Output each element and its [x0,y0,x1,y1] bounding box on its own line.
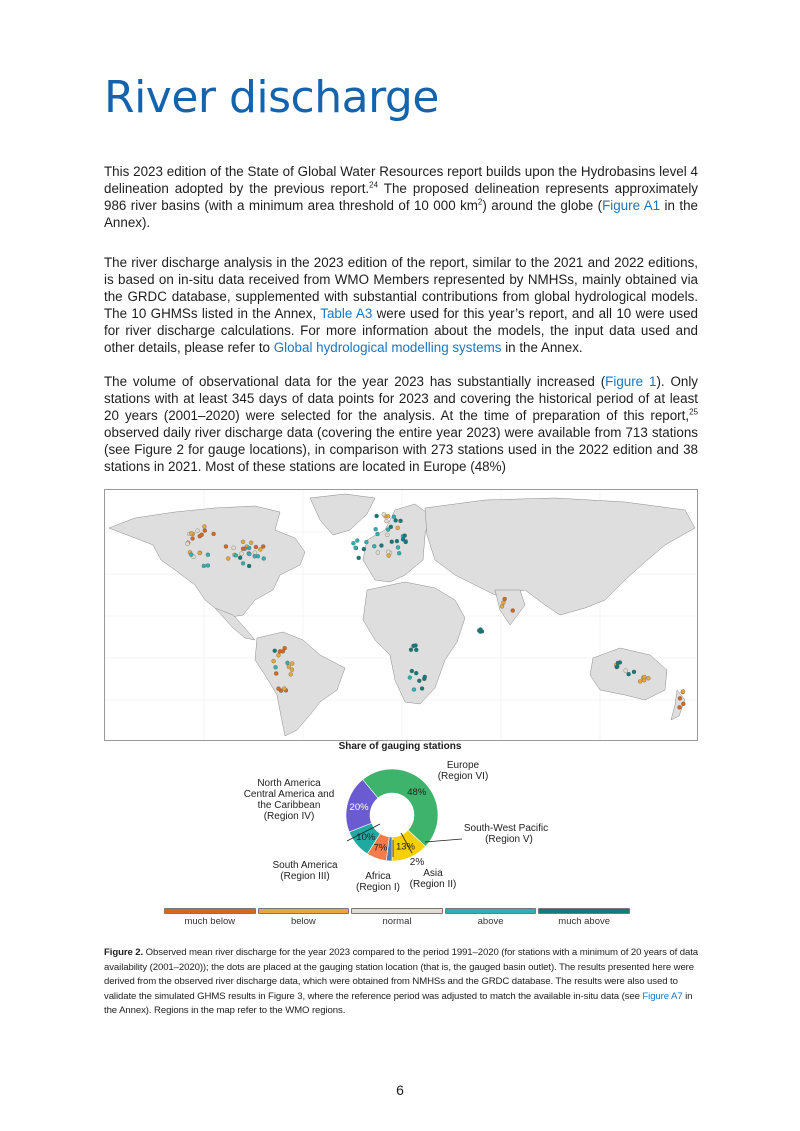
station-dot [206,563,210,567]
legend-swatch [445,908,537,914]
station-dot [290,668,294,672]
station-dot [200,533,204,537]
station-dot [256,554,260,558]
world-map [104,489,698,741]
station-dot [355,539,359,543]
legend-item-above: above [445,908,537,927]
station-dot [247,546,251,550]
superscript: 2 [477,197,483,207]
station-dot [616,661,620,665]
station-dot [376,551,380,555]
station-dot [410,669,414,673]
station-dot [423,675,427,679]
station-dot [241,540,245,544]
station-dot [624,669,628,673]
station-dot [500,604,504,608]
link-global-hydrological-modelling[interactable]: Global hydrological modelling systems [273,340,502,355]
station-dot [189,553,193,557]
text: ) around the globe ( [482,198,603,213]
station-dot [241,547,245,551]
donut-slice-label: 48% [407,787,427,799]
station-dot [408,676,412,680]
label-asia-share: 2% [409,857,425,868]
paragraph-intro [104,163,698,231]
station-dot [254,545,258,549]
label-south-west-pacific: South-West Pacific (Region V) [463,823,549,845]
text: This 2023 edition of the State of Global Water Resources report builds upon the Hydrobasins level 4 delineation adopted by the previous report. [104,164,698,196]
station-dot [638,679,642,683]
station-dot [681,689,685,693]
station-dot [261,544,265,548]
link-figure-1[interactable]: Figure 1 [605,374,657,389]
legend-swatch [258,908,350,914]
station-dot [262,557,266,561]
station-dot [678,705,682,709]
text: The volume of observational data for the year 2023 has substantially increased ( [104,374,606,389]
station-dot [397,551,401,555]
label-south-america: South America (Region III) [272,860,338,882]
station-dot [401,537,405,541]
station-dot [678,696,682,700]
donut-slice-label: 20% [349,802,369,814]
text: The proposed delineation represents approximately 986 river basins (with a minimum area threshold of 10 000 km [104,181,698,213]
world-map-graphic [105,490,698,741]
station-dot [354,546,358,550]
station-dot [382,512,386,516]
station-dot [290,661,294,665]
station-dot [392,515,396,519]
station-dot [403,534,407,538]
text: ). Only stations with at least 345 days of data points for 2023 and covering the historical period of at least 20 years (2001–2020) were selected for the analysis. At the time of preparation of this report, [104,374,698,423]
station-dot [274,671,278,675]
station-dot [379,544,383,548]
text: in the Annex). Regions in the map refer to the WMO regions. [104,990,693,1017]
station-dot [202,564,206,568]
station-dot [412,688,416,692]
legend-item-below: below [258,908,350,927]
donut-slice-label: 7% [373,842,388,854]
station-dot [238,556,242,560]
station-dot [385,533,389,537]
station-dot [239,552,243,556]
station-dot [357,556,361,560]
discharge-legend [164,908,630,927]
station-dot [351,541,355,545]
station-dot [375,532,379,536]
station-dot [283,646,287,650]
station-dot [386,514,390,518]
station-dot [414,643,418,647]
station-dot [282,687,286,691]
text: The river discharge analysis in the 2023 edition of the report, similar to the 2021 and 2022 editions, is based on in-situ data received from WMO Members represented by NMHSs, mainly obtained via the GRDC database, supplemented with substantial contributions from global hydrological models. The 10 GHMSs listed in the Annex, [104,255,698,321]
station-dot [395,539,399,543]
label-europe: Europe (Region VI) [437,760,489,782]
footnote-ref[interactable]: 25 [689,407,698,417]
text: Observed mean river discharge for the year 2023 compared to the period 1991–2020 (for stations with a minimum of 20 years of data availability (2001–2020)); the dots are placed at the gauging station location (that is, the gauged basin outlet). The results presented here were derived from the observed river discharge data, which were obtained from NMHSs and the GRDC database. The results were also used to validate the simulated GHMS results in Figure 3, where the reference period was adjusted to match the available in-situ data (see [104,947,699,1002]
station-dot [364,540,368,544]
station-dot [414,648,418,652]
greenland [310,494,375,535]
text: observed daily river discharge data (covering the entire year 2023) were available from 713 stations (see Figure 2 for gauge locations), in comparison with 273 stations used in the 2022 edition and 38 stations in 2021. Most of these stations are located in Europe (48%) [104,425,698,474]
station-dot [386,550,390,554]
station-dot [274,665,278,669]
station-dot [191,536,195,540]
station-dot [399,519,403,523]
station-dot [198,551,202,555]
station-dot [389,525,393,529]
station-dot [272,659,276,663]
south-america [255,632,345,736]
station-dot [632,670,636,674]
station-dot [374,527,378,531]
station-dot [394,518,398,522]
figure-caption [104,946,704,1019]
station-dot [396,545,400,549]
station-dot [273,649,277,653]
station-dot [212,532,216,536]
donut-title: Share of gauging stations [338,741,462,752]
station-dot [276,687,280,691]
text: in the Annex. [501,340,583,355]
africa [363,582,465,704]
station-dot [501,601,505,605]
station-dot [247,552,251,556]
link-figure-a1[interactable]: Figure A1 [602,198,661,213]
north-america [109,506,305,618]
legend-item-normal: normal [351,908,443,927]
station-dot [414,671,418,675]
station-dot [642,675,646,679]
page-number: 6 [396,1082,404,1098]
label-north-america: North America Central America and the Caribbean (Region IV) [243,778,335,822]
station-dot [196,529,200,533]
legend-swatch [538,908,630,914]
station-dot [185,542,189,546]
station-dot [503,597,507,601]
station-dot [202,525,206,529]
station-dot [372,544,376,548]
station-dot [285,661,289,665]
legend-item-much-below: much below [164,908,256,927]
donut-slice-label: 10% [356,832,376,844]
page-title: River discharge [104,72,439,123]
station-dot [224,544,228,548]
station-dot [375,514,379,518]
station-dot [384,519,388,523]
station-dot [189,531,193,535]
station-dot [206,553,210,557]
caption-label: Figure 2. [104,947,144,958]
station-dot [249,541,253,545]
station-dot [226,557,230,561]
station-dot [681,702,685,706]
indian-subcontinent [495,590,525,625]
asia [425,498,695,615]
station-dot [511,609,515,613]
station-dot [627,672,631,676]
station-dot [396,526,400,530]
legend-swatch [164,908,256,914]
paragraph-volume [104,373,698,475]
station-dot [232,546,236,550]
footnote-ref[interactable]: 24 [369,180,379,190]
station-dot [409,648,413,652]
station-dot [646,676,650,680]
station-dot [390,540,394,544]
donut-slice-label: 13% [395,841,416,853]
legend-swatch [351,908,443,914]
link-figure-a7[interactable]: Figure A7 [642,990,683,1002]
station-dot [362,547,366,551]
station-dot [420,686,424,690]
text: in the Annex). [104,198,698,230]
legend-item-much-above: much above [538,908,630,927]
label-africa: Africa (Region I) [356,871,400,893]
station-dot [277,653,281,657]
station-dot [479,627,483,631]
station-dot [387,554,391,558]
station-dot [247,564,251,568]
station-dot [615,665,619,669]
station-dot [287,665,291,669]
station-dot [289,672,293,676]
station-dot [241,561,245,565]
text: were used for this year’s report, and all 10 were used for river discharge calculations. For more information about the models, the input data used and other details, please refer to [104,306,698,355]
paragraph-analysis [104,254,698,356]
station-dot [203,529,207,533]
station-dot [234,553,238,557]
link-table-a3[interactable]: Table A3 [320,306,373,321]
label-asia: Asia (Region II) [409,868,457,890]
station-dot [417,679,421,683]
